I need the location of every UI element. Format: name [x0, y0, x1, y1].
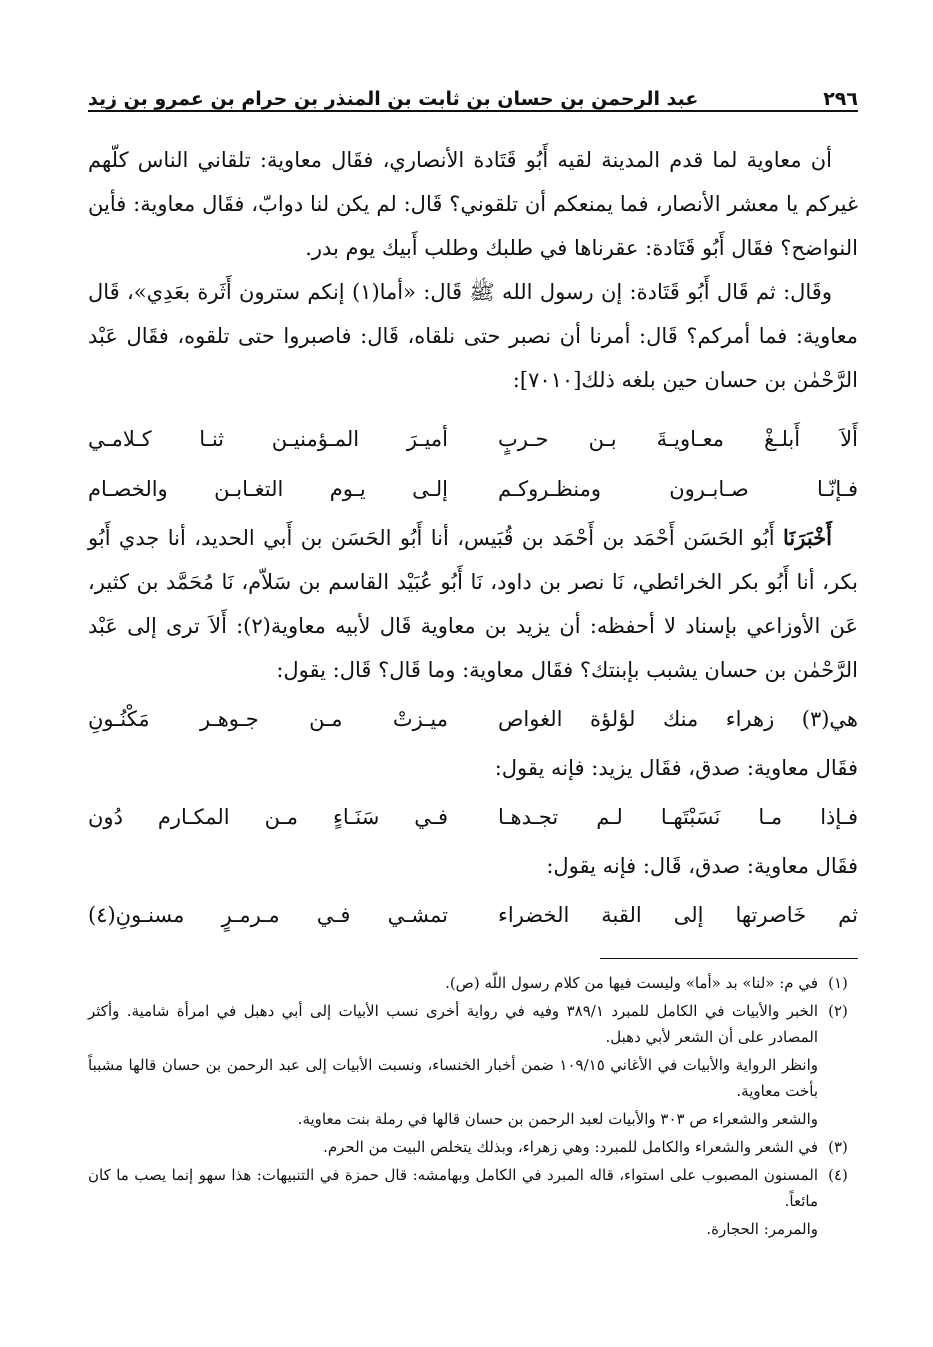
paragraph-3-text: أَبُو الحَسَن أَحْمَد بن أَحْمَد بن قُبَيس، أنا أَبُو الحَسَن بن أَبي الحديد، أنا جدي أَبُو بكر، أنا أَبُو بكر الخرائطي، نَا نصر بن داود، نَا أَبُو عُبَيْد القاسم بن سَلاّم، نَا مُحَمَّد بن كثير، عَن الأوزاعي بإسناد لا أحفظه: أن يزيد بن معاوية قَال لأبيه معاوية(٢): أَلاَ ترى إلى عَبْد الرَّحْمٰن بن حسان يشبب بإبنتك؟ فقَال معاوية: وما قَال؟ قَال: يقول:	[88, 526, 859, 682]
footnote-continuation: وانظر الرواية والأبيات في الأغاني ١٠٩/١٥ ضمن أخبار الخنساء، ونسبت الأبيات إلى عبد الرحمن بن حسان قالها مشبباً بأخت معاوية.	[88, 1056, 819, 1100]
verse-1-second-hemistich: أميـرَ المـؤمنيـن ثنـا كـلامـي	[88, 427, 448, 451]
footnote-text: المسنون المصبوب على استواء، قاله المبرد في الكامل وبهامشه: قال حمزة في التنبيهات: هذا سهو إنما يصب ما كان مائعاً.	[88, 1166, 818, 1210]
page-header	[88, 74, 858, 110]
paragraph-1: أن معاوية لما قدم المدينة لقيه أَبُو قَتَادة الأنصاري، فقَال معاوية: تلقاني الناس كلّهم غيركم يا معشر الأنصار، فما يمنعكم أن تلقوني؟ قَال: لم يكن لنا دوابّ، فقَال معاوية: فأين النواضح؟ فقَال أَبُو قَتَادة: عقرناها في طلبك وطلب أَبيك يوم بدر.	[88, 148, 858, 260]
footnote-rule	[600, 958, 858, 959]
paragraph-2: وقَال: ثم قَال أَبُو قَتَادة: إن رسول الله ﷺ قَال: «أما(١) إنكم سترون أَثَرة بعَدِي»، قَال معاوية: فما أمركم؟ قَال: أمرنا أن نصبر حتى نلقاه، قَال: فاصبروا حتى تلقوه، فقَال عَبْد الرَّحْمٰن بن حسان حين بلغه ذلك[٧٠١٠]:	[88, 280, 858, 392]
footnote-text: الخبر والأبيات في الكامل للمبرد ٣٨٩/١ وفيه في رواية أخرى نسب الأبيات إلى أبي دهبل في امرأة شامية. وأكثر المصادر على أن الشعر لأبي دهبل.	[88, 1002, 818, 1046]
page-number: ٢٩٦	[823, 88, 858, 110]
footnote	[88, 1134, 858, 1160]
verse-2	[88, 466, 858, 512]
line-4: فقَال معاوية: صدق، فقَال يزيد: فإنه يقول:	[494, 756, 858, 780]
footnote	[88, 970, 858, 996]
footnote-text: في الشعر والشعراء والكامل للمبرد: وهي زهراء، وبذلك يتخلص البيت من الحرم.	[323, 1138, 818, 1156]
verse-1	[88, 416, 858, 462]
footnote-continuation: والشعر والشعراء ص ٣٠٣ والأبيات لعبد الرحمن بن حسان قالها في رملة بنت معاوية.	[297, 1110, 818, 1128]
main-text	[88, 138, 858, 942]
footnote-continuation: والمرمر: الحجارة.	[706, 1220, 818, 1238]
verse-4-first-hemistich: فـإذا مـا نَسَبْتَهـا لـم تجـدهـا	[498, 805, 858, 829]
verse-5	[88, 892, 858, 938]
verse-4	[88, 794, 858, 840]
footnote-number: (٤)	[828, 1166, 848, 1184]
verse-1-first-hemistich: أَلاَ أَبلـغْ معـاويـةَ بـن حـربٍ	[498, 427, 858, 451]
footnote-number: (١)	[828, 974, 848, 992]
footnote-number: (٣)	[828, 1138, 848, 1156]
footnotes	[88, 968, 858, 1244]
footnote-text: في م: «لنا» بد «أما» وليست فيها من كلام رسول اللّه (ص).	[445, 974, 818, 992]
verse-2-second-hemistich: إلـى يـوم التغـابـن والخصـام	[88, 477, 448, 501]
header-rule	[88, 110, 858, 112]
footnote	[88, 1162, 858, 1214]
verse-3	[88, 696, 858, 742]
akhbarana-lead: أَخْبَرَنَا	[783, 525, 832, 550]
footnote-number: (٢)	[828, 1002, 848, 1020]
verse-3-second-hemistich: ميـزتْ مـن جـوهـر مَكْنُـونِ	[88, 707, 448, 731]
verse-4-second-hemistich: فـي سَنَـاءٍ مـن المكـارم دُون	[88, 805, 448, 829]
paragraph-3	[88, 516, 858, 692]
verse-2-first-hemistich: فـإنّـا صـابـرون ومنظـروكـم	[498, 477, 858, 501]
running-title: عبد الرحمن بن حسان بن ثابت بن المنذر بن حرام بن عمرو بن زيد	[88, 88, 699, 110]
verse-5-first-hemistich: ثم خَاصرتها إلى القبة الخضراء	[498, 903, 858, 927]
verse-3-first-hemistich: هي(٣) زهراء منك لؤلؤة الغواص	[498, 707, 858, 731]
footnote	[88, 998, 858, 1050]
verse-5-second-hemistich: تمشـي فـي مـرمـرٍ مسنـونِ(٤)	[88, 903, 448, 927]
line-5: فقَال معاوية: صدق، قَال: فإنه يقول:	[546, 854, 858, 878]
